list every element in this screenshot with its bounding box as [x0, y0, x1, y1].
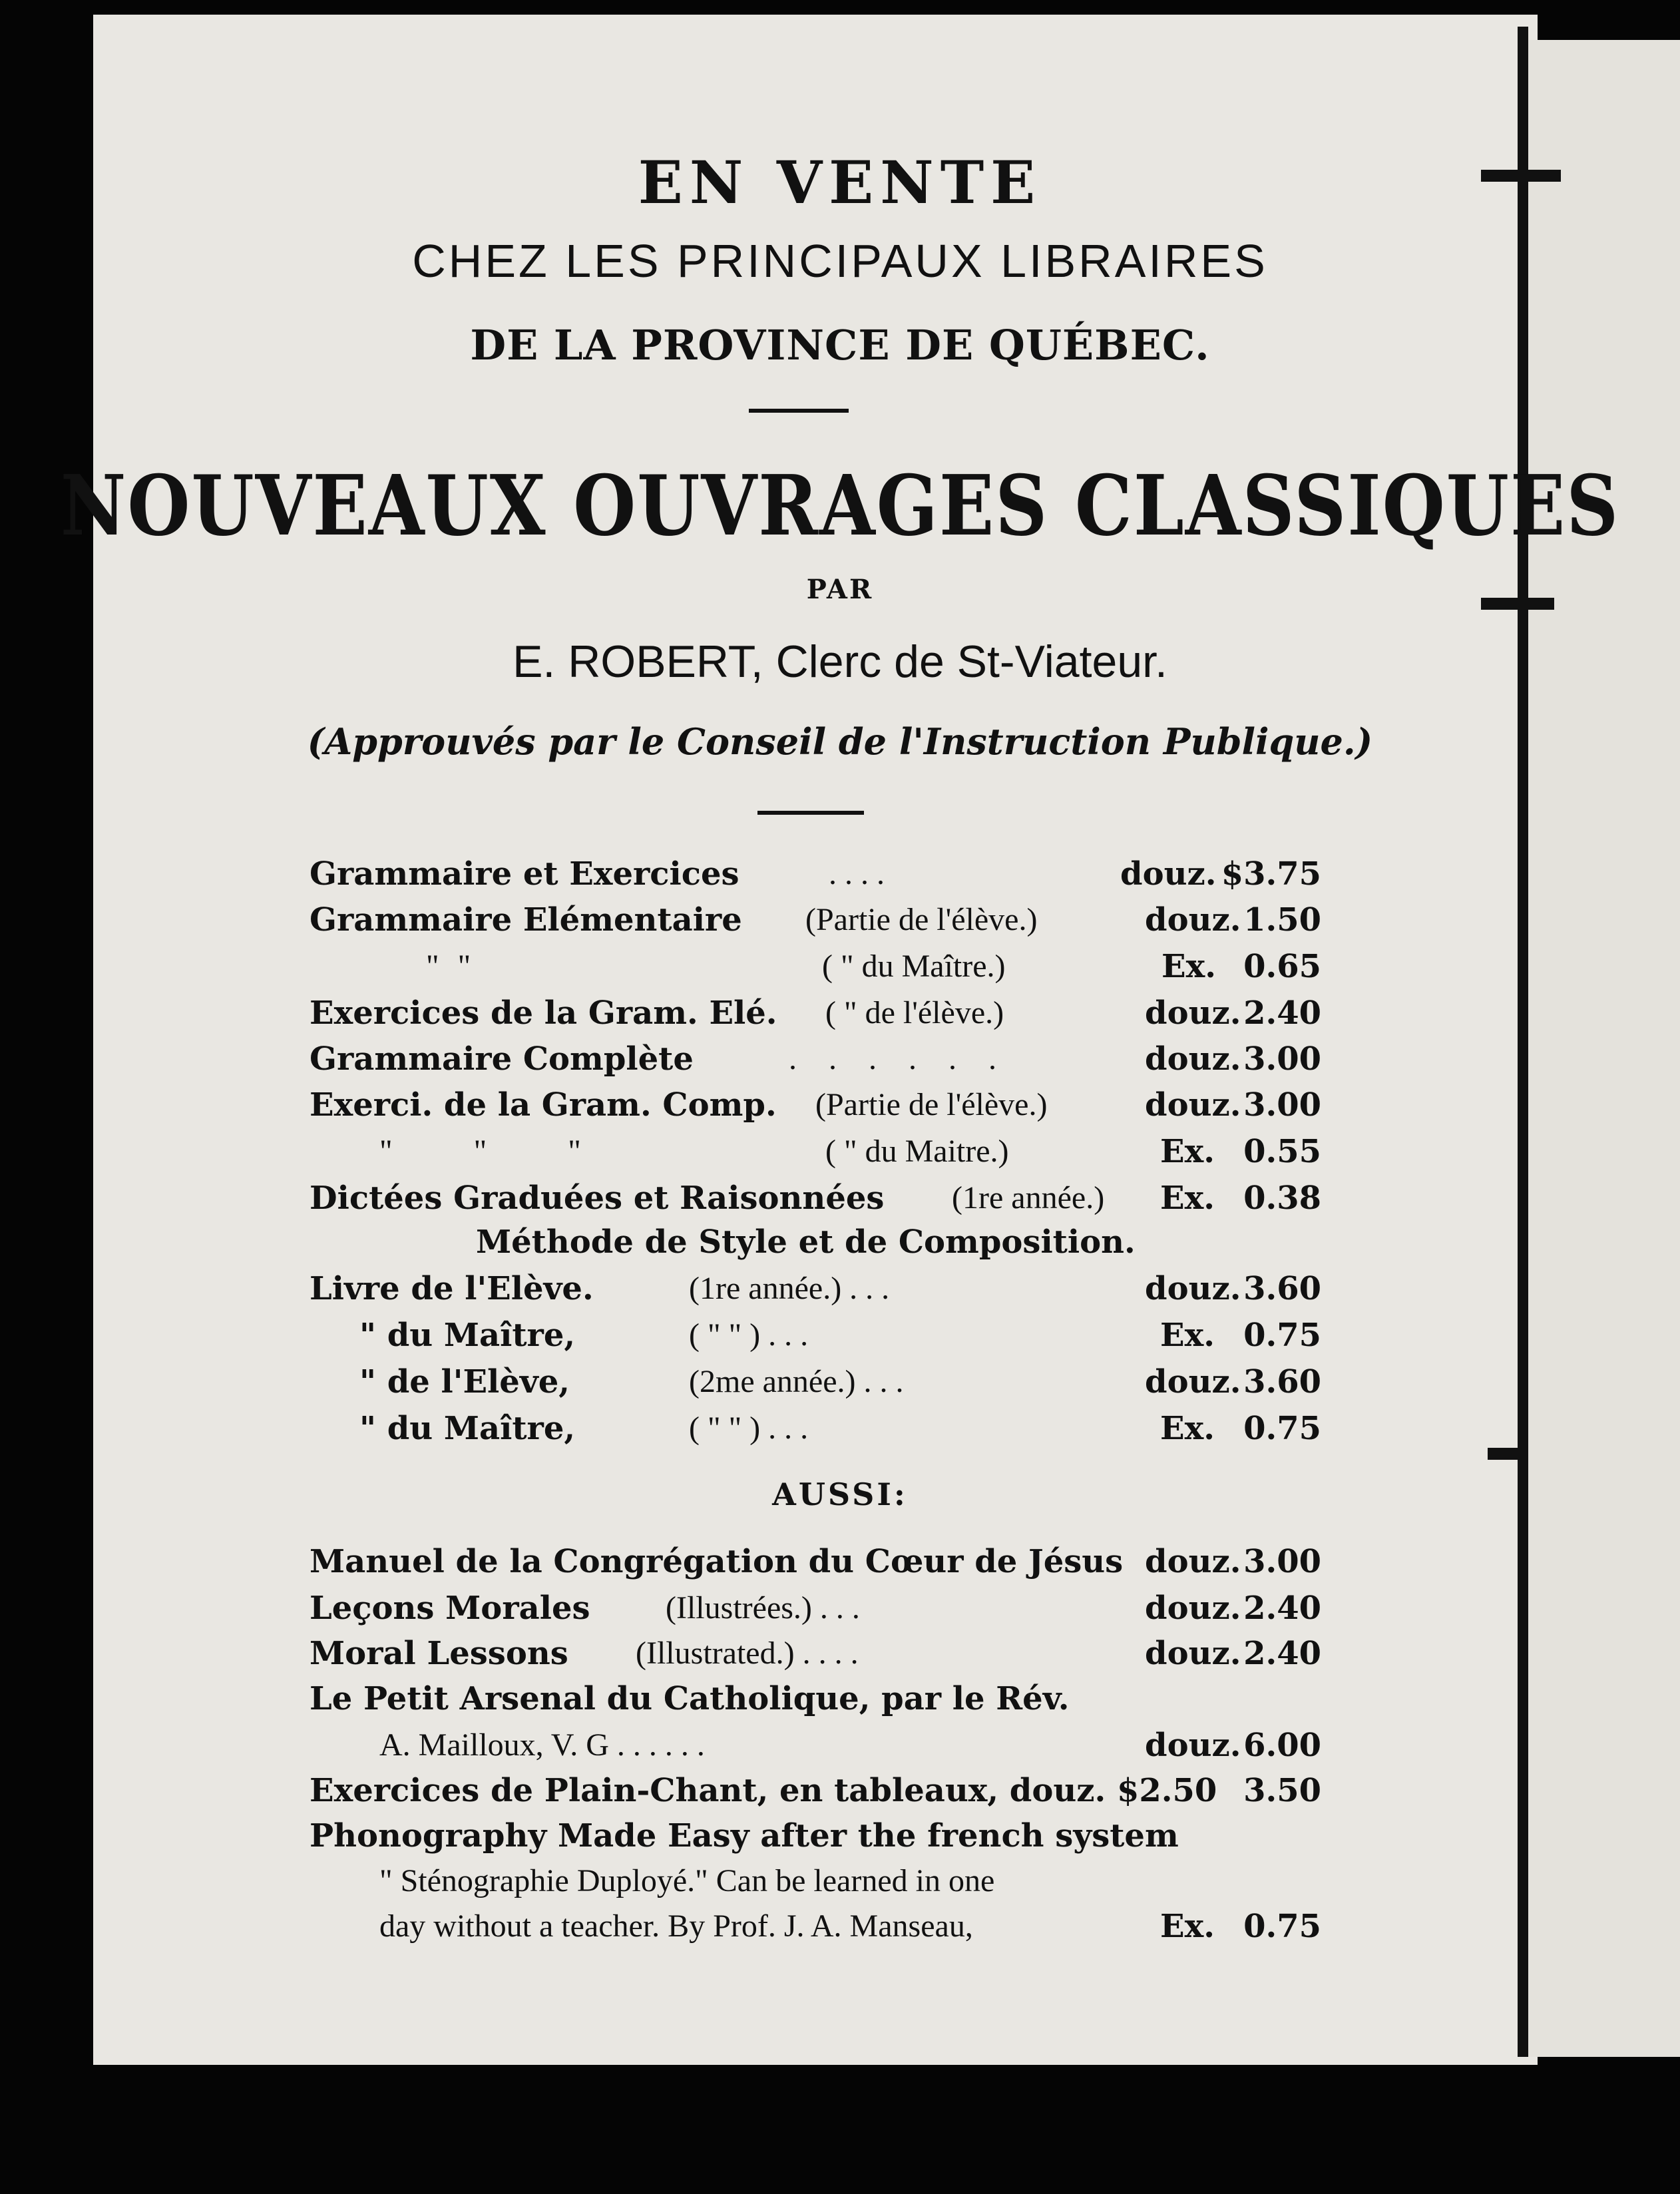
item-title: Exercices de Plain-Chant, en tableaux, douz. $2.50	[310, 1772, 1217, 1809]
item-unit: douz.	[1145, 1040, 1241, 1078]
item-detail: " Sténographie Duployé." Can be learned in one	[379, 1863, 995, 1898]
list-item	[310, 1590, 1321, 1631]
item-detail: (Illustrées.) . . .	[666, 1590, 860, 1626]
item-detail: (2me année.) . . .	[689, 1364, 904, 1399]
item-title: Exercices de la Gram. Elé.	[310, 994, 777, 1032]
province-line: DE LA PROVINCE DE QUÉBEC.	[470, 321, 1210, 369]
item-unit: Ex.	[1161, 948, 1216, 985]
item-price: 0.75	[1243, 1317, 1321, 1354]
item-price: 0.75	[1243, 1410, 1321, 1447]
item-title: Phonography Made Easy after the french system	[310, 1817, 1179, 1855]
item-unit: douz.	[1145, 994, 1241, 1032]
item-price: 2.40	[1243, 1590, 1321, 1627]
item-unit: douz.	[1145, 1727, 1241, 1764]
item-price: $3.75	[1221, 855, 1321, 893]
item-detail: (1re année.) . . .	[689, 1271, 890, 1306]
list-item	[310, 1270, 1321, 1311]
item-price: 0.55	[1243, 1133, 1321, 1170]
item-title: Le Petit Arsenal du Catholique, par le Rév.	[310, 1680, 1070, 1717]
item-unit: douz.	[1145, 1590, 1241, 1627]
list-item	[310, 1363, 1321, 1405]
booksellers-line: CHEZ LES PRINCIPAUX LIBRAIRES	[412, 235, 1268, 287]
item-title: " du Maître,	[359, 1410, 576, 1447]
list-item	[310, 1040, 1321, 1082]
list-item	[310, 1817, 1321, 1859]
item-title: Manuel de la Congrégation du Cœur de Jésus	[310, 1543, 1124, 1580]
author-line: E. ROBERT, Clerc de St-Viateur.	[513, 636, 1167, 687]
item-unit: douz.	[1120, 855, 1217, 893]
item-title: Grammaire et Exercices	[310, 855, 739, 893]
list-item	[310, 1086, 1321, 1128]
item-title: Dictées Graduées et Raisonnées	[310, 1180, 885, 1217]
item-title: Exerci. de la Gram. Comp.	[310, 1086, 777, 1124]
list-item	[310, 994, 1321, 1036]
list-item	[310, 1863, 1321, 1904]
item-title: Livre de l'Elève.	[310, 1270, 594, 1307]
binding-tab	[1488, 1448, 1528, 1460]
list-item	[310, 1727, 1321, 1768]
en-vente-heading: EN VENTE	[638, 148, 1042, 217]
item-price: 1.50	[1243, 901, 1321, 939]
par-label: PAR	[806, 574, 874, 605]
item-detail: (Illustrated.) . . . .	[636, 1636, 859, 1671]
list-item	[310, 1410, 1321, 1451]
item-price: 2.40	[1243, 1635, 1321, 1672]
list-item	[310, 1317, 1321, 1358]
item-unit: douz.	[1145, 1543, 1241, 1580]
item-unit: douz.	[1145, 1086, 1241, 1124]
item-unit: Ex.	[1160, 1133, 1215, 1170]
divider	[757, 811, 864, 815]
page-title: NOUVEAUX OUVRAGES CLASSIQUES	[60, 458, 1620, 554]
item-detail: day without a teacher. By Prof. J. A. Manseau,	[379, 1908, 973, 1944]
item-title: Grammaire Elémentaire	[310, 901, 742, 939]
item-detail: (Partie de l'élève.)	[805, 902, 1038, 937]
list-item	[310, 1133, 1321, 1174]
item-detail: ( " du Maître.)	[822, 949, 1006, 984]
item-detail: ( " " ) . . .	[689, 1317, 809, 1353]
item-detail: . . . . . .	[789, 1041, 1008, 1076]
item-unit: Ex.	[1160, 1908, 1215, 1945]
item-detail: ( " du Maitre.)	[825, 1134, 1009, 1169]
item-unit: Ex.	[1160, 1317, 1215, 1354]
list-item	[310, 855, 1321, 897]
methode-heading: Méthode de Style et de Composition.	[476, 1223, 1136, 1261]
item-unit: douz.	[1145, 1363, 1241, 1401]
item-title: Moral Lessons	[310, 1635, 568, 1672]
item-price: 3.50	[1243, 1772, 1321, 1809]
item-unit: douz.	[1145, 1270, 1241, 1307]
item-title: " du Maître,	[359, 1317, 576, 1354]
section-heading	[310, 1223, 1321, 1265]
item-price: 0.75	[1243, 1908, 1321, 1945]
list-item	[310, 1635, 1321, 1676]
item-detail: (Partie de l'élève.)	[815, 1087, 1048, 1122]
item-unit: Ex.	[1160, 1410, 1215, 1447]
item-price: 3.00	[1243, 1543, 1321, 1580]
item-price: 3.60	[1243, 1270, 1321, 1307]
list-item	[310, 1543, 1321, 1584]
item-price: 3.00	[1243, 1040, 1321, 1078]
item-detail: (1re année.)	[952, 1180, 1105, 1215]
item-price: 2.40	[1243, 994, 1321, 1032]
item-detail: A. Mailloux, V. G . . . . . .	[379, 1727, 705, 1763]
item-unit: douz.	[1145, 1635, 1241, 1672]
list-item	[310, 1908, 1321, 1949]
list-item	[310, 901, 1321, 943]
divider	[749, 409, 849, 413]
item-price: 3.00	[1243, 1086, 1321, 1124]
item-price: 0.65	[1243, 948, 1321, 985]
item-detail: ( " " ) . . .	[689, 1411, 809, 1446]
list-item	[310, 1680, 1321, 1721]
item-title: Leçons Morales	[310, 1590, 590, 1627]
item-price: 0.38	[1243, 1180, 1321, 1217]
item-title: " de l'Elève,	[359, 1363, 570, 1401]
item-title: " "	[426, 949, 477, 984]
item-unit: Ex.	[1160, 1180, 1215, 1217]
aussi-heading: AUSSI:	[772, 1476, 908, 1512]
approval-line: (Approuvés par le Conseil de l'Instruction Publique.)	[307, 720, 1373, 763]
item-title: Grammaire Complète	[310, 1040, 694, 1078]
item-price: 6.00	[1243, 1727, 1321, 1764]
item-title: " " "	[379, 1134, 618, 1169]
item-detail: ( " de l'élève.)	[825, 995, 1004, 1030]
list-item	[310, 948, 1321, 989]
item-price: 3.60	[1243, 1363, 1321, 1401]
list-item	[310, 1772, 1321, 1813]
list-item	[310, 1180, 1321, 1221]
item-unit: douz.	[1145, 901, 1241, 939]
item-detail: . . . .	[829, 856, 885, 891]
